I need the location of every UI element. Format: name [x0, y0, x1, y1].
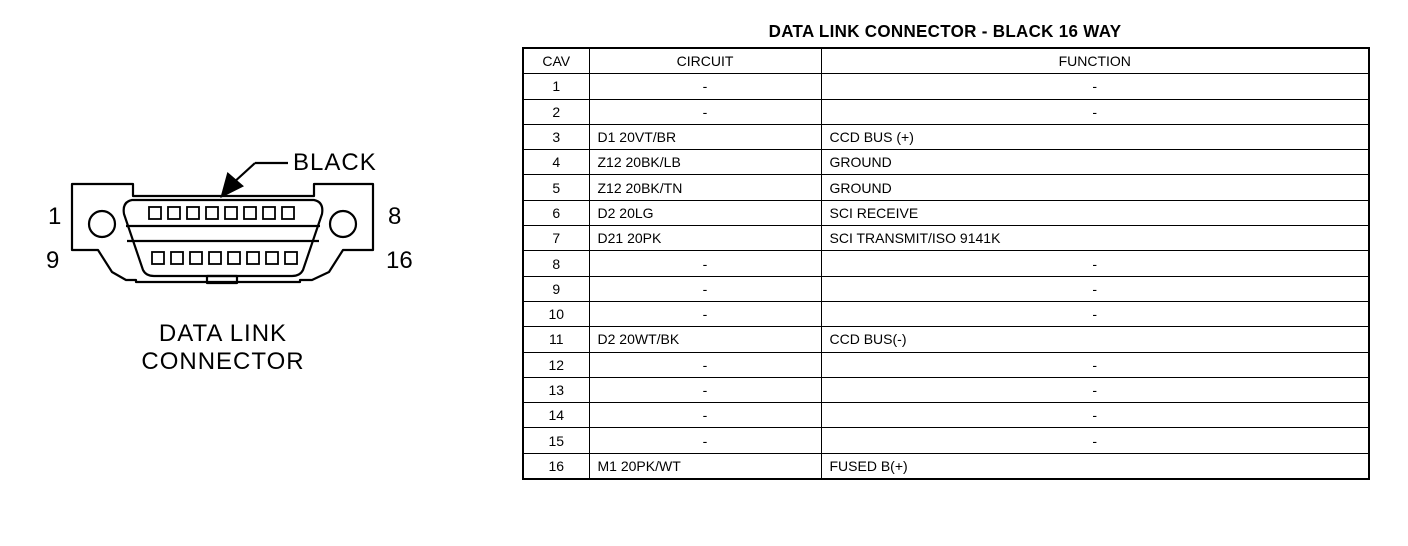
pin-label-9: 9	[46, 247, 60, 274]
table-row	[523, 124, 1369, 149]
function-cell: -	[821, 352, 1369, 377]
circuit-cell: -	[589, 251, 821, 276]
pin-label-8: 8	[388, 203, 402, 230]
table-row	[523, 453, 1369, 479]
pin-label-1: 1	[48, 203, 62, 230]
table-row	[523, 352, 1369, 377]
circuit-cell: D2 20WT/BK	[589, 327, 821, 352]
circuit-cell: -	[589, 428, 821, 453]
function-cell: -	[821, 377, 1369, 402]
caption-line-2: CONNECTOR	[141, 348, 305, 375]
cav-cell: 9	[523, 276, 589, 301]
function-cell: -	[821, 428, 1369, 453]
circuit-cell: -	[589, 99, 821, 124]
cav-cell: 13	[523, 377, 589, 402]
circuit-cell: -	[589, 74, 821, 99]
function-cell: -	[821, 251, 1369, 276]
table-row	[523, 150, 1369, 175]
function-cell: -	[821, 301, 1369, 326]
cav-cell: 5	[523, 175, 589, 200]
cav-cell: 10	[523, 301, 589, 326]
table-title: DATA LINK CONNECTOR - BLACK 16 WAY	[768, 21, 1122, 42]
table-body	[523, 74, 1369, 479]
header-circuit: CIRCUIT	[589, 48, 821, 74]
table-row	[523, 74, 1369, 99]
color-label: BLACK	[293, 149, 377, 176]
function-cell: GROUND	[821, 175, 1369, 200]
circuit-cell: -	[589, 301, 821, 326]
function-cell: CCD BUS(-)	[821, 327, 1369, 352]
table-row	[523, 301, 1369, 326]
function-cell: SCI TRANSMIT/ISO 9141K	[821, 226, 1369, 251]
cav-cell: 6	[523, 200, 589, 225]
table-row	[523, 99, 1369, 124]
table-row	[523, 377, 1369, 402]
table-row	[523, 276, 1369, 301]
cav-cell: 15	[523, 428, 589, 453]
circuit-cell: -	[589, 352, 821, 377]
function-cell: GROUND	[821, 150, 1369, 175]
leader-arrow	[222, 163, 288, 196]
table-row	[523, 403, 1369, 428]
connector-drawing	[0, 0, 500, 546]
function-cell: SCI RECEIVE	[821, 200, 1369, 225]
table-row	[523, 327, 1369, 352]
caption-line-1: DATA LINK	[158, 320, 288, 347]
pin-row-bottom	[152, 252, 297, 264]
connector-housing	[72, 184, 373, 282]
circuit-cell: -	[589, 377, 821, 402]
connector-tab	[207, 276, 237, 283]
circuit-cell: Z12 20BK/LB	[589, 150, 821, 175]
cav-cell: 16	[523, 453, 589, 479]
function-cell: -	[821, 99, 1369, 124]
mounting-hole-left	[89, 211, 115, 237]
header-cav: CAV	[523, 48, 589, 74]
cav-cell: 7	[523, 226, 589, 251]
cav-cell: 4	[523, 150, 589, 175]
cav-cell: 14	[523, 403, 589, 428]
table-row	[523, 200, 1369, 225]
table-row	[523, 251, 1369, 276]
table-row	[523, 428, 1369, 453]
circuit-cell: D1 20VT/BR	[589, 124, 821, 149]
header-function: FUNCTION	[821, 48, 1369, 74]
cav-cell: 2	[523, 99, 589, 124]
table-row	[523, 226, 1369, 251]
mounting-hole-right	[330, 211, 356, 237]
diagram-caption	[90, 320, 356, 376]
function-cell: FUSED B(+)	[821, 453, 1369, 479]
cav-cell: 8	[523, 251, 589, 276]
circuit-cell: -	[589, 276, 821, 301]
function-cell: -	[821, 74, 1369, 99]
table-row	[523, 175, 1369, 200]
circuit-cell: D2 20LG	[589, 200, 821, 225]
cav-cell: 11	[523, 327, 589, 352]
cav-cell: 3	[523, 124, 589, 149]
cav-cell: 1	[523, 74, 589, 99]
function-cell: -	[821, 276, 1369, 301]
pin-row-top	[149, 207, 294, 219]
circuit-cell: D21 20PK	[589, 226, 821, 251]
function-cell: -	[821, 403, 1369, 428]
table-header-row	[523, 48, 1369, 74]
connector-diagram	[0, 0, 500, 546]
cav-cell: 12	[523, 352, 589, 377]
pin-label-16: 16	[386, 247, 413, 274]
pinout-table	[522, 47, 1370, 480]
function-cell: CCD BUS (+)	[821, 124, 1369, 149]
circuit-cell: Z12 20BK/TN	[589, 175, 821, 200]
circuit-cell: M1 20PK/WT	[589, 453, 821, 479]
circuit-cell: -	[589, 403, 821, 428]
